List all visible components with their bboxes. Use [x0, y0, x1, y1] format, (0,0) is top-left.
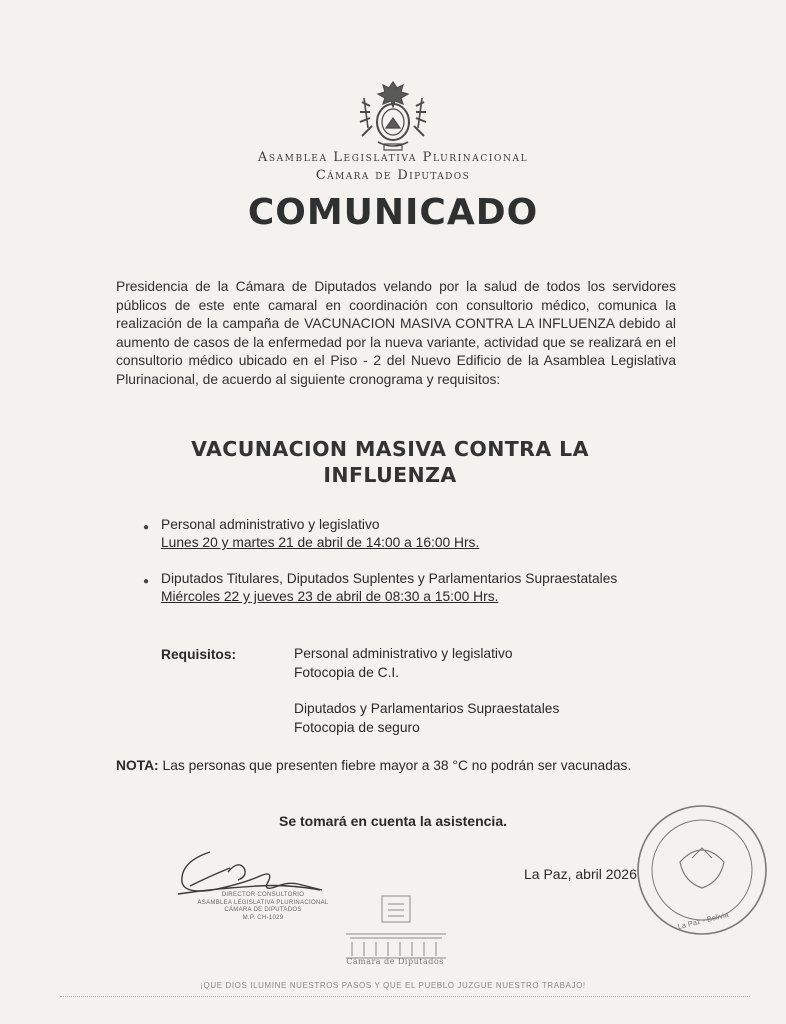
campaign-heading [130, 436, 650, 488]
schedule-dates: Miércoles 22 y jueves 23 de abril de 08:30 a 15:00 Hrs. [161, 589, 499, 604]
campaign-heading-line1: VACUNACION MASIVA CONTRA LA [191, 437, 589, 461]
bullet-icon: ● [143, 522, 150, 533]
requirement-group: Diputados y Parlamentarios Supraestatales [294, 701, 560, 716]
requirements-label: Requisitos: [161, 647, 237, 662]
place-date: La Paz, abril 2026 [524, 866, 637, 882]
signature-icon [170, 842, 330, 937]
requirements-list [294, 645, 559, 737]
seal-caption: La Paz - Bolivia [676, 909, 730, 932]
stamp-caption: Cámara de Diputados [346, 957, 444, 966]
schedule-group: Diputados Titulares, Diputados Suplentes y Parlamentarios Supraestatales [161, 571, 618, 586]
schedule-group: Personal administrativo y legislativo [161, 517, 380, 532]
note-label: NOTA: [116, 758, 159, 773]
document-title: COMUNICADO [247, 192, 539, 233]
chamber-name: Cámara de Diputados [315, 168, 471, 183]
note-text: Las personas que presenten fiebre mayor a 38 °C no podrán ser vacunadas. [162, 758, 632, 773]
attendance-notice: Se tomará en cuenta la asistencia. [279, 813, 507, 829]
requirement-document: Fotocopia de seguro [294, 719, 420, 735]
campaign-heading-line2: INFLUENZA [323, 463, 457, 487]
institution-name: Asamblea Legislativa Plurinacional [257, 150, 529, 165]
schedule-item [143, 516, 479, 552]
bullet-icon: ● [143, 576, 150, 587]
footer-divider [60, 996, 750, 997]
note [116, 756, 676, 775]
requirement-document: Fotocopia de C.I. [294, 664, 400, 680]
footer-motto: ¡QUE DIOS ILUMINE NUESTROS PASOS Y QUE EL PUEBLO JUZGUE NUESTRO TRABAJO! [200, 981, 586, 990]
intro-paragraph: Presidencia de la Cámara de Diputados velando por la salud de todos los servidores públicos de este ente camaral en coordinación con consultorio médico, comunica la realización de la campaña de VACUNACION MASIVA CONTRA LA INFLUENZA debido al aumento de casos de la enfermedad por la nueva variante, actividad que se realizará en el consultorio médico ubicado en el Piso - 2 del Nuevo Edificio de la Asamblea Legislativa Plurinacional, de acuerdo al siguiente cronograma y requisitos: [116, 279, 676, 387]
requirement-group: Personal administrativo y legislativo [294, 646, 513, 661]
schedule-item [143, 570, 667, 606]
signature-caption: DIRECTOR CONSULTORIO ASAMBLEA LEGISLATIVA PLURINACIONAL CÁMARA DE DIPUTADOS M.P. CH-1029 [197, 892, 329, 921]
schedule-dates: Lunes 20 y martes 21 de abril de 14:00 a 16:00 Hrs. [161, 535, 480, 550]
coat-of-arms-icon [350, 78, 436, 154]
